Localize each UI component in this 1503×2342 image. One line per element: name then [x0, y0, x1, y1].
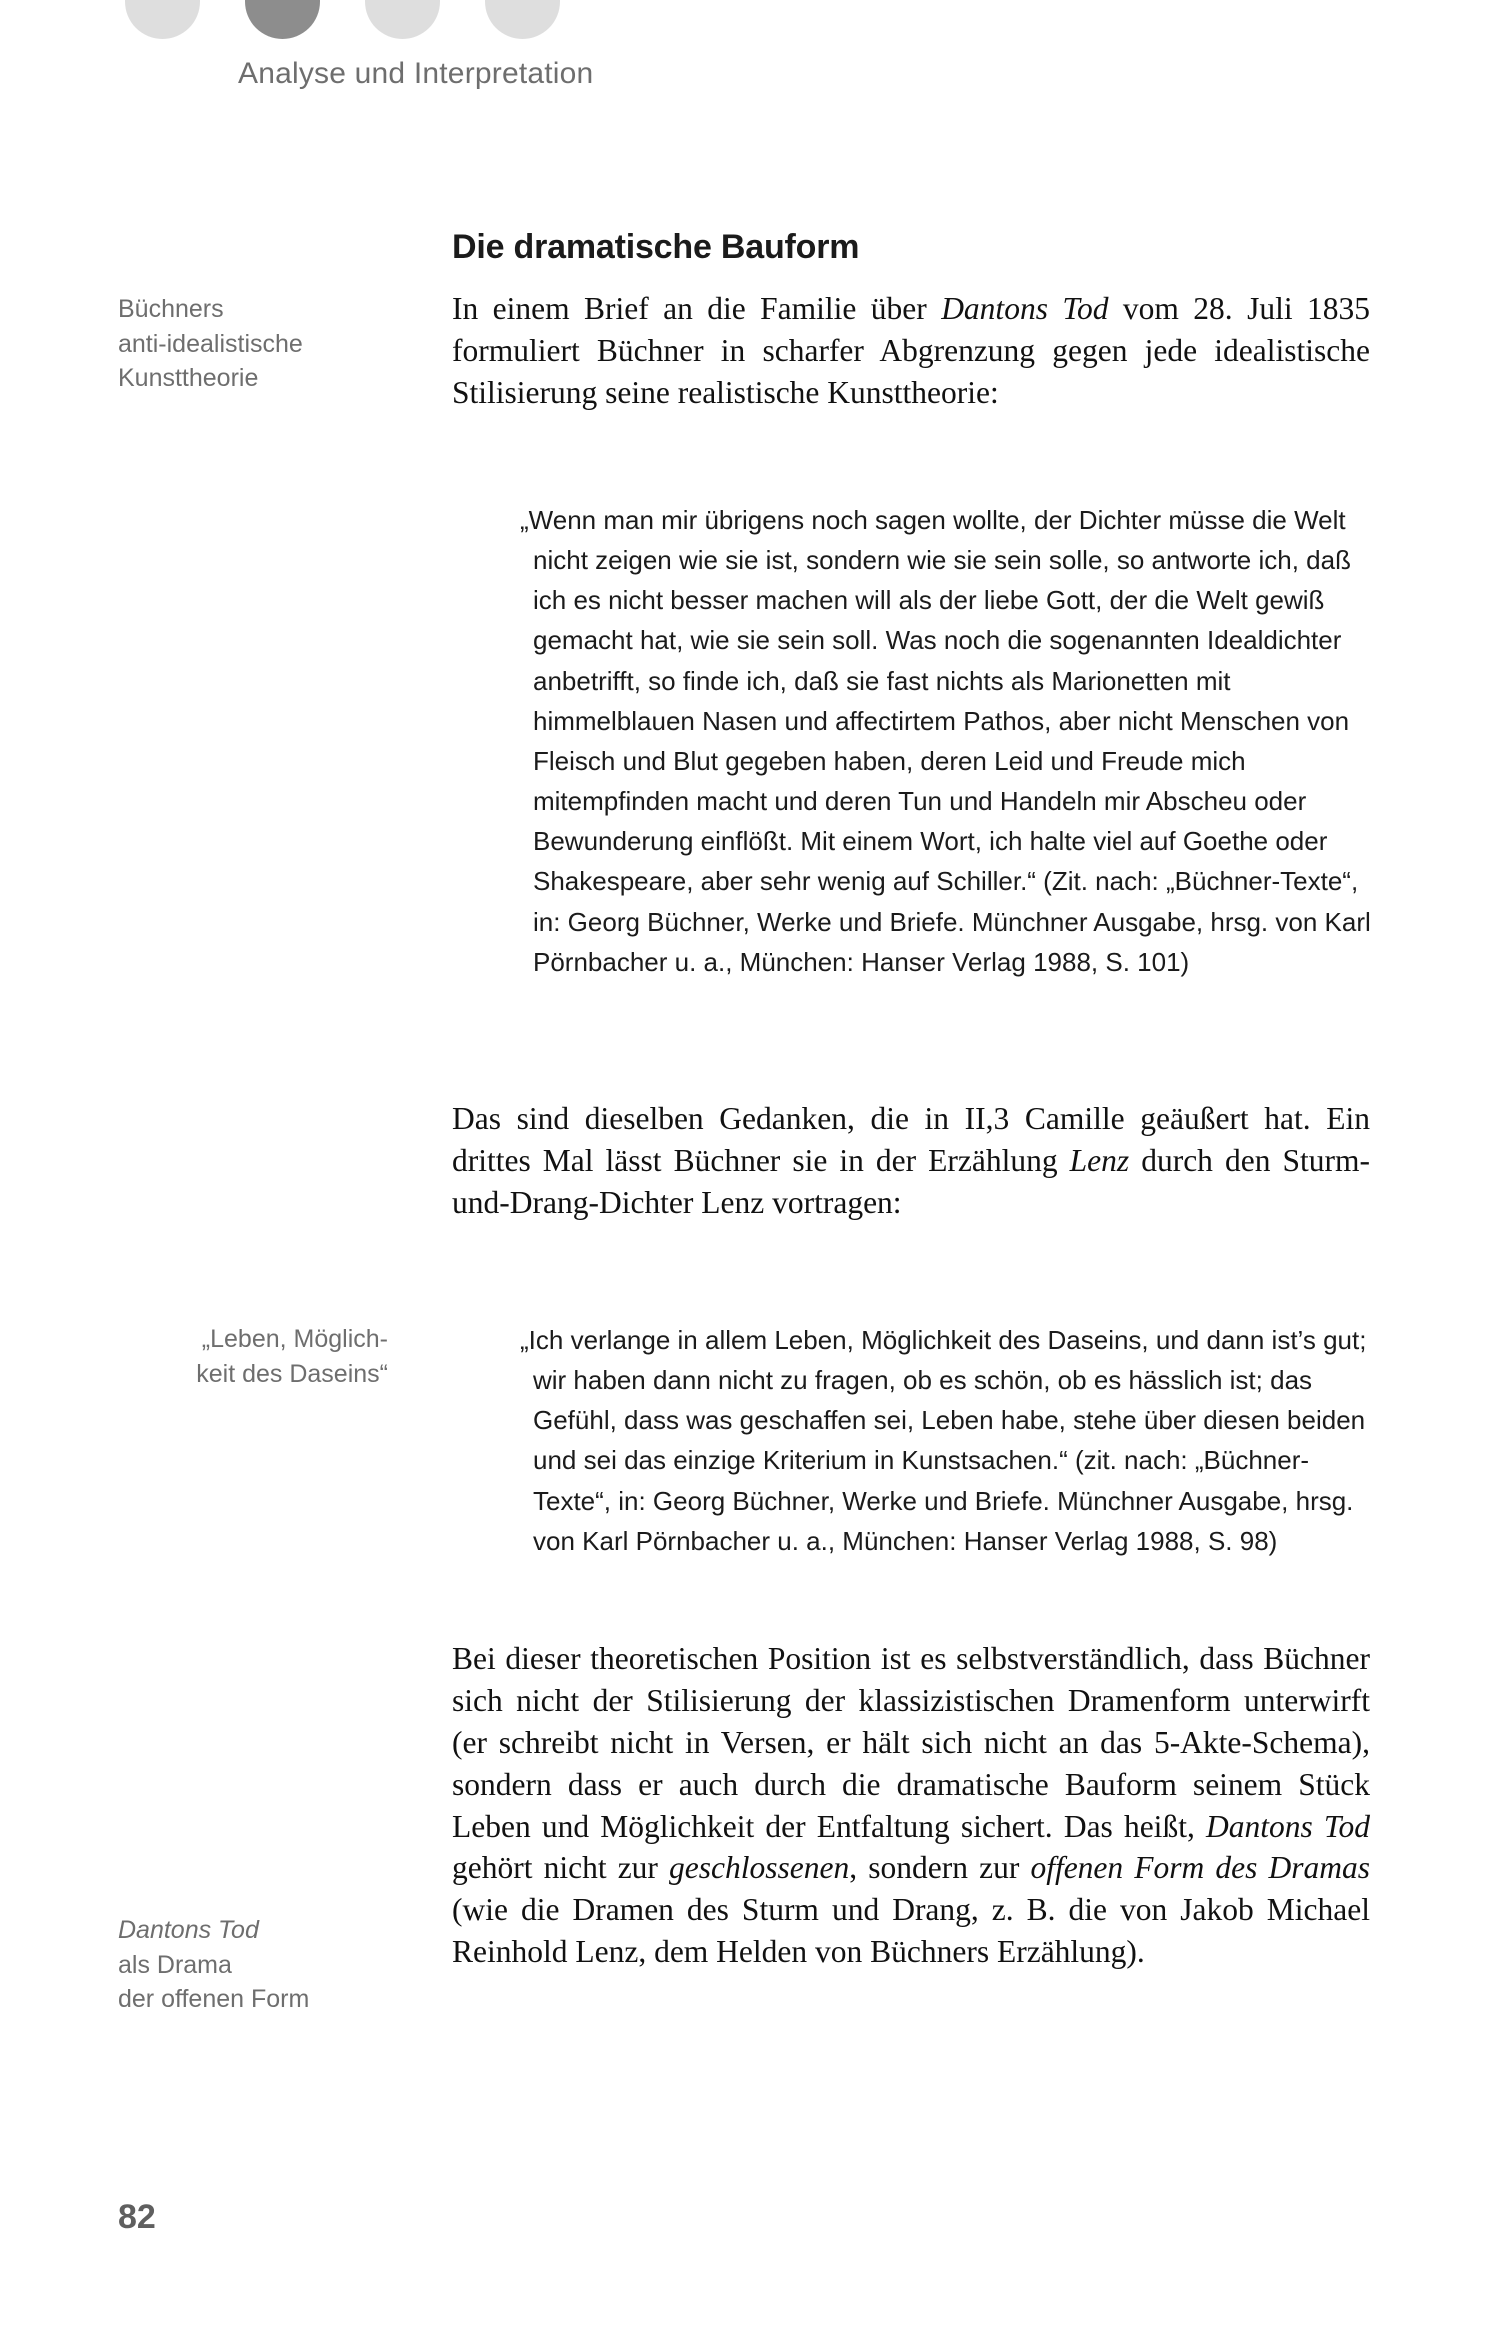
page-title: Die dramatische Bauform — [452, 227, 860, 266]
block-quote-2: „Ich verlange in allem Leben, Möglichkeit des Daseins, und dann ist’s gut; wir haben dann nicht zu fragen, ob es schön, ob es hässlich ist; das Gefühl, dass was geschaffen sei, Leben habe, stehe über diesen beiden und sei das einzige Kriterium in Kunstsachen.“ (zit. nach: „Büchner-Texte“, in: Georg Büchner, Werke und Briefe. Münchner Ausgabe, hrsg. von Karl Pörnbacher u. a., München: Hanser Verlag 1988, S. 98) — [520, 1325, 1367, 1556]
block-quote-1: „Wenn man mir übrigens noch sagen wollte, der Dichter müsse die Welt nicht zeigen wie sie ist, sondern wie sie sein solle, so antworte ich, daß ich es nicht besser machen will als der liebe Gott, der die Welt gewiß gemacht hat, wie sie sein soll. Was noch die sogenannten Idealdichter anbetrifft, so finde ich, daß sie fast nichts als Marionetten mit himmelblauen Nasen und affectirtem Pathos, aber nicht Menschen von Fleisch und Blut gegeben haben, deren Leid und Freude mich mitempfinden macht und deren Tun und Handeln mir Abscheu oder Bewunderung einflößt. Mit einem Wort, ich halte viel auf Goethe oder Shakespeare, aber sehr wenig auf Schiller.“ (Zit. nach: „Büchner-Texte“, in: Georg Büchner, Werke und Briefe. Münchner Ausgabe, hrsg. von Karl Pörnbacher u. a., München: Hanser Verlag 1988, S. 101) — [520, 505, 1371, 977]
text-run: In einem Brief an die Familie über — [452, 291, 942, 326]
body-paragraph-2 — [452, 1098, 1370, 1224]
running-header-title: Analyse und Interpretation — [238, 57, 594, 90]
body-paragraph-2-container — [452, 1098, 1370, 1224]
text-run: , sondern zur — [849, 1850, 1031, 1886]
text-run-italic: Dantons Tod — [1205, 1808, 1370, 1844]
margin-note-line: keit des Daseins“ — [196, 1359, 388, 1388]
margin-note-line: anti-idealistische — [118, 329, 303, 358]
body-paragraph-3-container — [452, 1638, 1370, 1973]
margin-note-line: der offenen Form — [118, 1985, 310, 2013]
progress-dot-1 — [125, 0, 200, 39]
text-run: (wie die Dramen des Sturm und Drang, z. B. die von Jakob Michael Reinhold Lenz, dem Helden von Büchners Erzählung). — [452, 1892, 1370, 1970]
text-run: vom 28. Juli 1835 formuliert Büchner in scharfer Abgrenzung gegen jede idealistische Stilisierung seine realistische Kunsttheorie: — [452, 291, 1370, 410]
margin-note-line: „Leben, Möglich- — [201, 1325, 388, 1353]
text-run-italic: Dantons Tod — [941, 291, 1109, 326]
page-number: 82 — [118, 2198, 156, 2236]
text-run: durch den Sturm-und-Drang-Dichter Lenz vortragen: — [452, 1142, 1370, 1220]
margin-note-line: als Drama — [118, 1950, 232, 1979]
text-run: gehört nicht zur — [452, 1850, 670, 1886]
text-run-italic: Lenz — [1069, 1142, 1130, 1178]
margin-note-line: Büchners — [118, 295, 224, 323]
progress-dot-2-active — [245, 0, 320, 39]
text-run-italic: offenen Form des Dramas — [1030, 1850, 1371, 1886]
margin-note-leben-moeglichkeit — [118, 1322, 388, 1391]
margin-note-line: Dantons Tod — [118, 1916, 259, 1944]
body-paragraph-1-container — [452, 288, 1370, 414]
body-paragraph-3 — [452, 1638, 1370, 1973]
margin-note-dantons-tod-offene-form — [118, 1913, 388, 2017]
progress-dot-4 — [485, 0, 560, 39]
chapter-progress-dots — [125, 0, 560, 39]
body-paragraph-1 — [452, 288, 1370, 414]
text-run-italic: geschlossenen — [669, 1850, 850, 1886]
margin-note-line: Kunsttheorie — [118, 364, 259, 392]
progress-dot-3 — [365, 0, 440, 39]
margin-note-buechners-kunsttheorie — [118, 292, 388, 396]
text-run: Das sind dieselben Gedanken, die in II,3 Camille geäußert hat. Ein drittes Mal lässt Büchner sie in der Erzählung — [452, 1101, 1370, 1178]
text-run: Bei dieser theoretischen Position ist es selbstverständlich, dass Büchner sich nicht der Stilisierung der klassizistischen Dramenform unterwirft (er schreibt nicht in Versen, er hält sich nicht an das 5-Akte-Schema), sondern dass er auch durch die dramatische Bauform seinem Stück Leben und Möglichkeit der Entfaltung sichert. Das heißt, — [452, 1641, 1370, 1844]
